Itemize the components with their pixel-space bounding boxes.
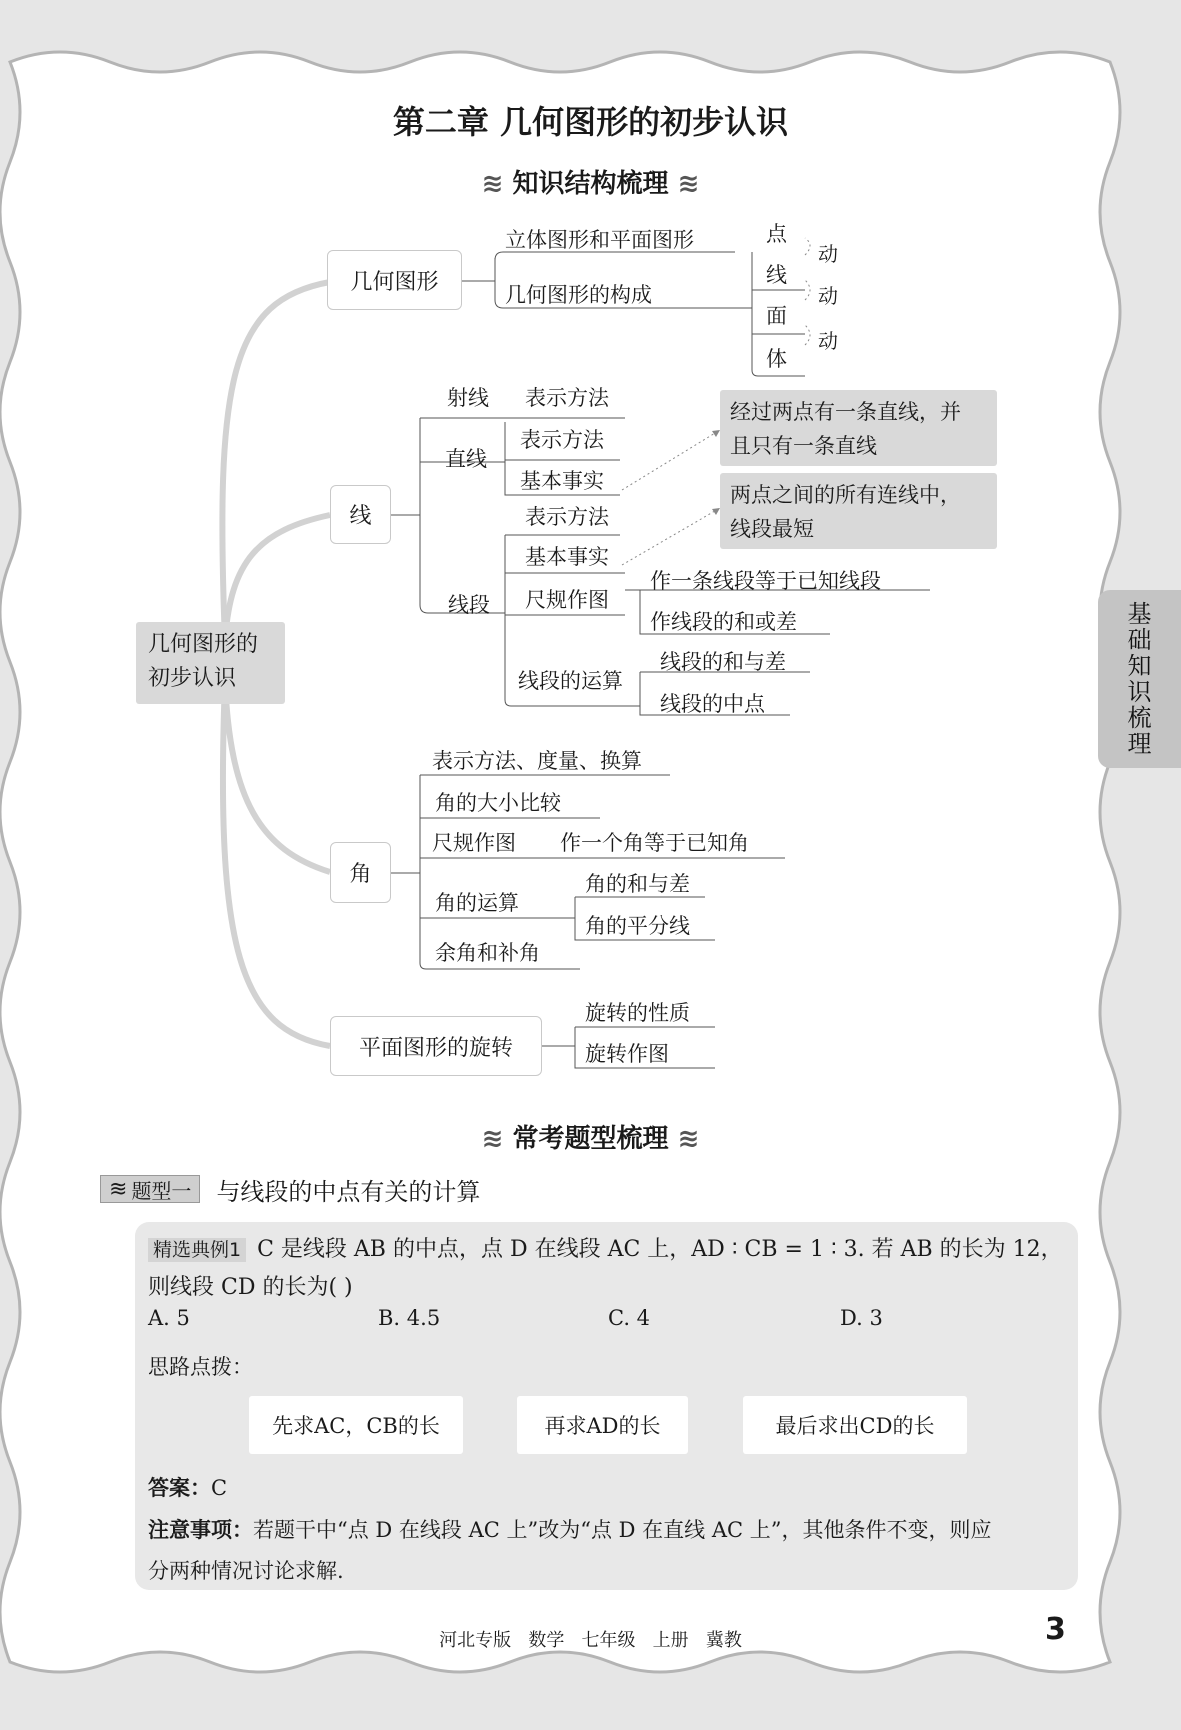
straight-item-2: 基本事实: [520, 469, 604, 493]
side-tab-char: 基: [1127, 600, 1152, 628]
geometry-item-1: 立体图形和平面图形: [505, 228, 694, 252]
motion-label: 动: [818, 284, 838, 308]
side-tab-char: 理: [1127, 730, 1152, 758]
hint-label: 思路点拨：: [148, 1355, 253, 1379]
line-straight: 直线: [445, 447, 487, 471]
example-question-line2: 则线段 CD 的长为( ): [148, 1275, 353, 1300]
wave-decoration-icon: ≋: [677, 169, 700, 199]
flow-step-2: 再求AD的长: [517, 1396, 688, 1454]
geometry-item-2: 几何图形的构成: [505, 283, 652, 307]
motion-label: 动: [818, 329, 838, 353]
note-line1: [148, 1514, 991, 1544]
motion-label: 动: [818, 242, 838, 266]
root-line-2: 初步认识: [148, 666, 237, 691]
construct-item-2: 作线段的和或差: [650, 610, 797, 634]
footer-text: 河北专版 数学 七年级 上册 冀教: [439, 1630, 742, 1651]
segment-item-1: 表示方法: [525, 505, 609, 529]
element-solid: 体: [766, 347, 787, 371]
note-line2: 分两种情况讨论求解.: [148, 1559, 344, 1583]
type-badge-label: 题型一: [131, 1178, 192, 1203]
note1-line1: 经过两点有一条直线，并: [730, 400, 961, 424]
example-tag: 精选典例1: [148, 1238, 246, 1262]
section-heading-structure: [0, 163, 1181, 200]
element-point: 点: [766, 222, 787, 246]
branch-rotation: 平面图形的旋转: [330, 1016, 542, 1076]
side-tab-char: 础: [1127, 626, 1152, 654]
note2-line2: 线段最短: [730, 517, 814, 541]
angle-operation-2: 角的平分线: [585, 914, 690, 938]
angle-item-5: 余角和补角: [435, 941, 540, 965]
note-two-points-line: [720, 390, 997, 466]
root-line-1: 几何图形的: [148, 632, 259, 657]
straight-item-1: 表示方法: [520, 428, 604, 452]
note2-line1: 两点之间的所有连线中，: [730, 483, 961, 507]
angle-item-1: 表示方法、度量、换算: [432, 749, 642, 773]
branch-geometry: 几何图形: [327, 250, 462, 310]
wave-decoration-icon: ≋: [677, 1124, 700, 1154]
wave-decoration-icon: ≋: [481, 1124, 504, 1154]
chapter-title: 第二章 几何图形的初步认识: [392, 103, 789, 141]
note1-line2: 且只有一条直线: [730, 434, 877, 458]
wave-decoration-icon: ≋: [481, 169, 504, 199]
option-d: D. 3: [840, 1306, 883, 1330]
element-line: 线: [766, 263, 787, 287]
side-tab: [1098, 590, 1181, 768]
operation-item-1: 线段的和与差: [660, 650, 786, 674]
mindmap-root: [136, 622, 285, 704]
angle-item-4: 角的运算: [435, 891, 519, 915]
page-number: 3: [1045, 1612, 1066, 1647]
segment-item-2: 基本事实: [525, 545, 609, 569]
angle-operation-1: 角的和与差: [585, 872, 690, 896]
segment-item-3: 尺规作图: [525, 588, 609, 612]
rotation-item-2: 旋转作图: [585, 1042, 669, 1066]
note-text-1: 若题干中“点 D 在线段 AC 上”改为“点 D 在直线 AC 上”，其他条件不变，则应: [253, 1518, 992, 1542]
answer-value: C: [211, 1476, 228, 1500]
line-segment: 线段: [448, 593, 490, 617]
side-tab-char: 识: [1127, 678, 1152, 706]
answer-label: 答案：: [148, 1476, 211, 1500]
note-label: 注意事项：: [148, 1518, 253, 1542]
angle-item-3: 尺规作图: [432, 831, 516, 855]
note-shortest-segment: [720, 473, 997, 549]
type-heading: [100, 1173, 480, 1205]
angle-construct: 作一个角等于已知角: [560, 831, 749, 855]
angle-item-2: 角的大小比较: [435, 791, 561, 815]
flow-step-1: 先求AC，CB的长: [249, 1396, 463, 1454]
section-title: 知识结构梳理: [512, 169, 669, 199]
element-surface: 面: [766, 304, 787, 328]
question-text: C 是线段 AB 的中点，点 D 在线段 AC 上，AD ∶ CB = 1 ∶ 3. 若 AB 的长为 12，: [257, 1237, 1063, 1262]
rotation-item-1: 旋转的性质: [585, 1001, 690, 1025]
branch-angle: 角: [330, 842, 391, 903]
section-title: 常考题型梳理: [512, 1124, 669, 1154]
option-c: C. 4: [608, 1306, 651, 1330]
option-a: A. 5: [148, 1306, 190, 1330]
option-b: B. 4.5: [378, 1306, 441, 1330]
line-ray: 射线: [447, 386, 489, 410]
section-heading-types: [0, 1118, 1181, 1155]
ray-item: 表示方法: [525, 386, 609, 410]
type-badge: [100, 1175, 200, 1203]
side-tab-char: 梳: [1127, 704, 1152, 732]
wave-decoration-icon: ≋: [109, 1176, 128, 1202]
operation-item-2: 线段的中点: [660, 692, 765, 716]
flow-step-3: 最后求出CD的长: [743, 1396, 967, 1454]
segment-item-4: 线段的运算: [518, 669, 623, 693]
side-tab-char: 知: [1127, 652, 1152, 680]
type-title: 与线段的中点有关的计算: [216, 1177, 481, 1206]
branch-line: 线: [330, 485, 391, 544]
answer-line: [148, 1472, 227, 1502]
example-question-line1: [148, 1232, 1063, 1263]
construct-item-1: 作一条线段等于已知线段: [650, 569, 881, 593]
